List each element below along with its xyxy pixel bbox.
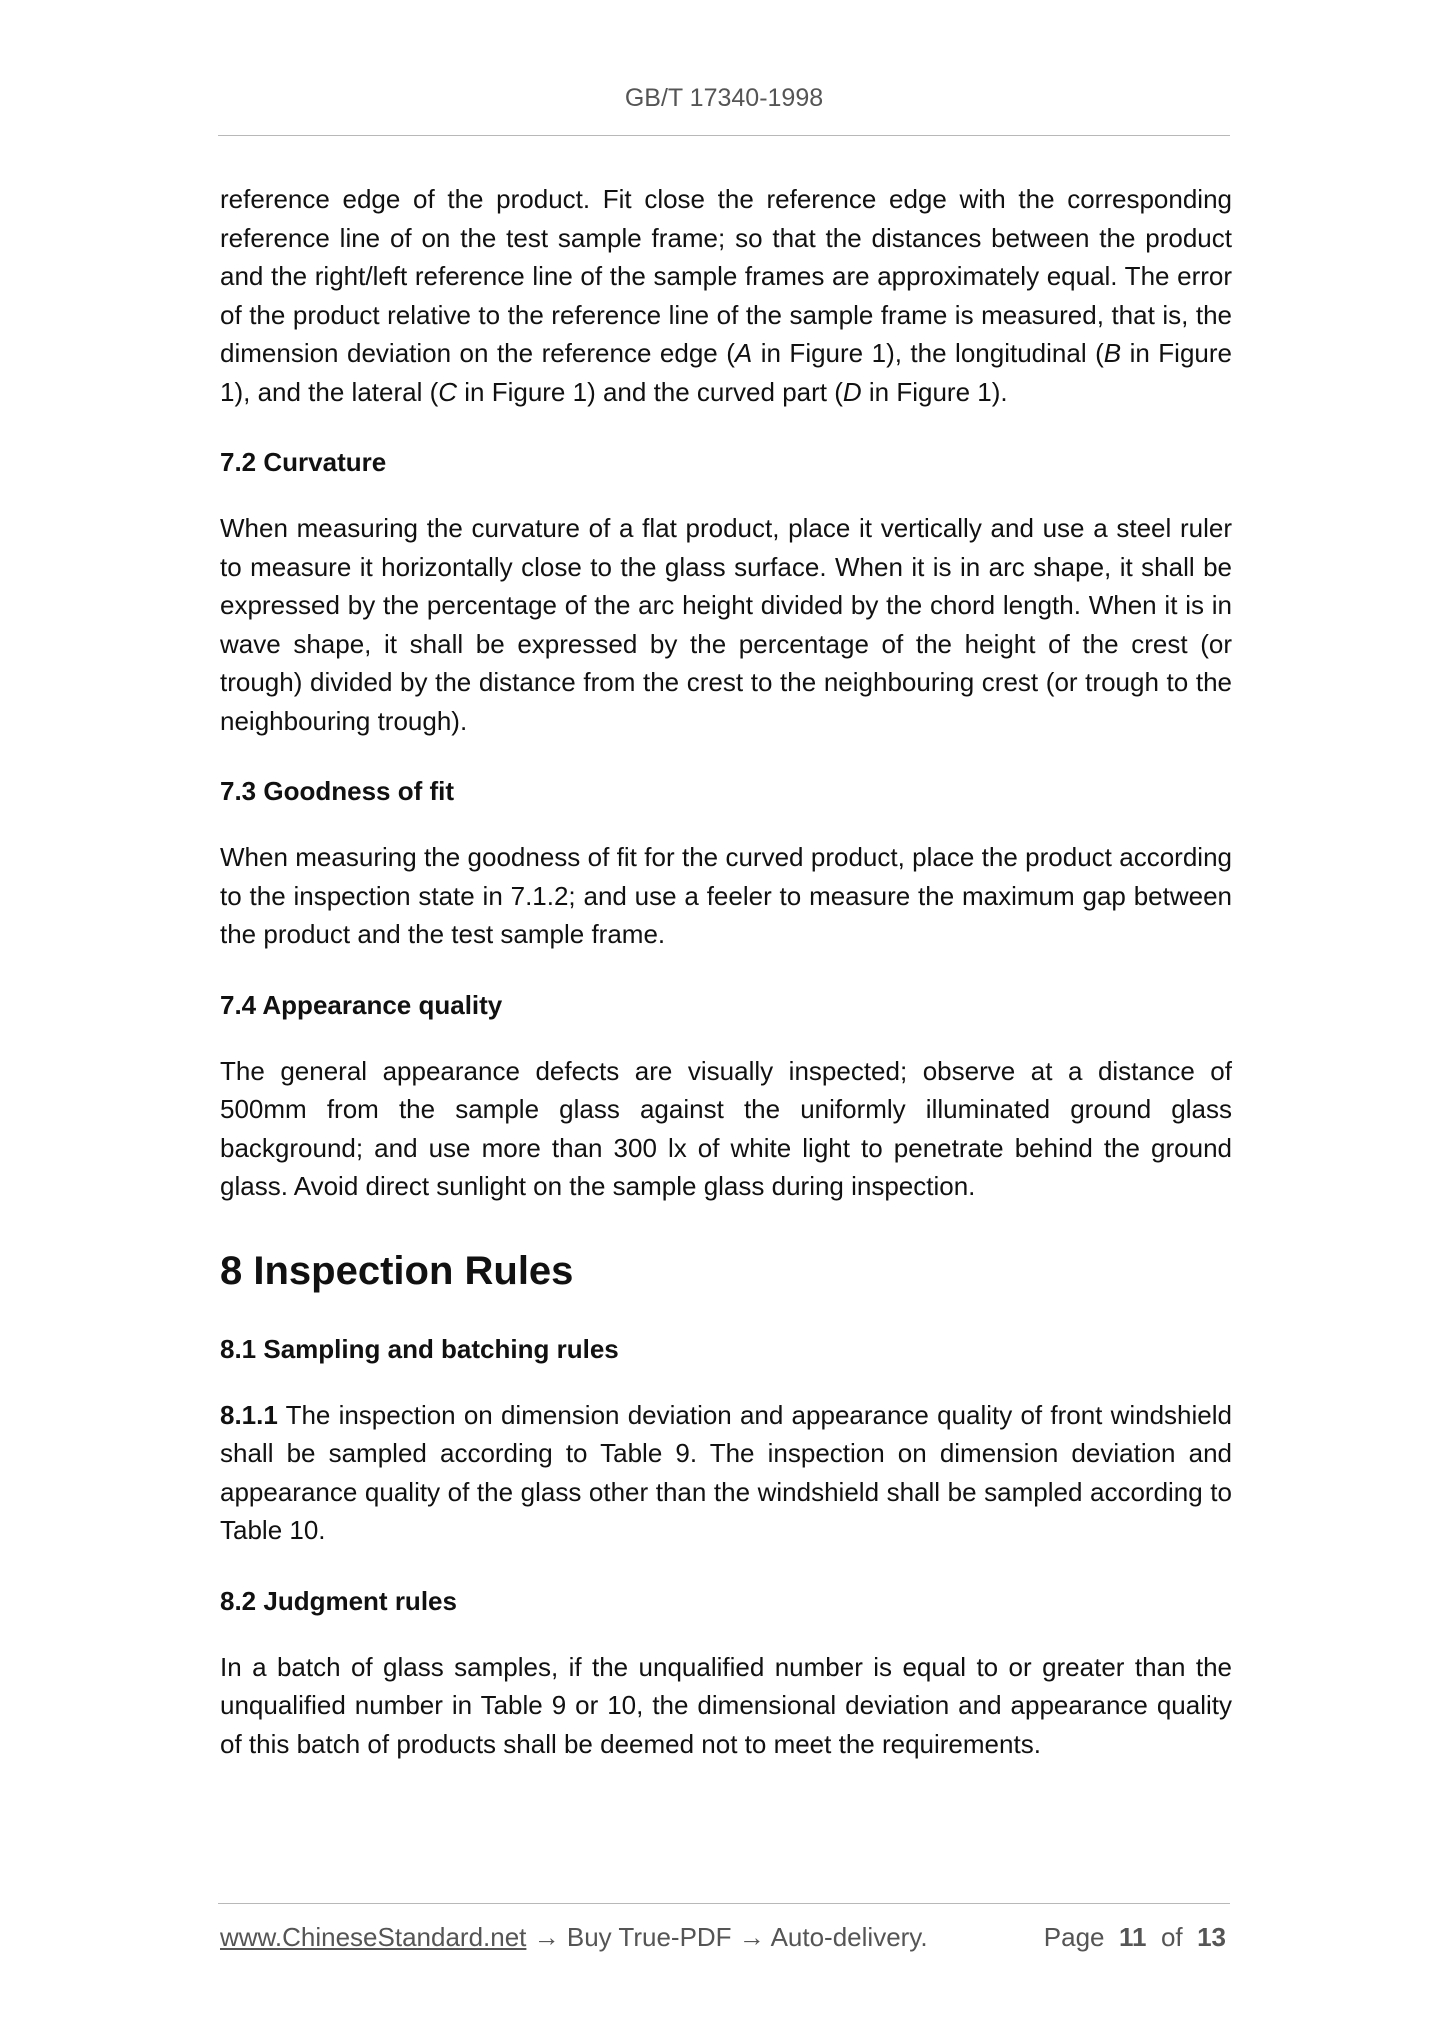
- header-divider: [218, 135, 1230, 136]
- clause-text-8-1-1: The inspection on dimension deviation and appearance quality of front windshield shall be sampled according to Table 9. The inspection on dimension deviation and appearance quality of the glass other than the windshield shall be sampled according to Table 10.: [220, 1399, 1232, 1545]
- page-content: [220, 180, 1232, 1795]
- heading-8: 8 Inspection Rules: [220, 1248, 574, 1293]
- intro-text-4: in Figure 1) and the curved part (: [457, 376, 843, 407]
- page-of-label: of: [1160, 1922, 1183, 1952]
- heading-7-3: 7.3 Goodness of fit: [220, 776, 455, 806]
- figure-ref-d: D: [842, 376, 862, 407]
- clause-number-8-1-1: 8.1.1: [220, 1399, 278, 1430]
- page-footer: [220, 1922, 1232, 1953]
- footer-divider: [218, 1903, 1230, 1904]
- page-label: Page: [1043, 1922, 1105, 1952]
- page-number: [1044, 1922, 1226, 1953]
- page-total: 13: [1197, 1922, 1226, 1952]
- heading-8-1: 8.1 Sampling and batching rules: [220, 1333, 619, 1364]
- paragraph-7-4: The general appearance defects are visually inspected; observe at a distance of 500mm from the sample glass against the uniformly illuminated ground glass background; and use more than 300 lx of white light to penetrate behind the ground glass. Avoid direct sunlight on the sample glass during inspection.: [220, 1055, 1232, 1201]
- figure-ref-c: C: [438, 376, 458, 407]
- page-current: 11: [1118, 1922, 1147, 1952]
- paragraph-8-2: In a batch of glass samples, if the unqualified number is equal to or greater than the unqualified number in Table 9 or 10, the dimensional deviation and appearance quality of this batch of products shall be deemed not to meet the requirements.: [220, 1651, 1232, 1759]
- document-id-header: GB/T 17340-1998: [624, 84, 824, 112]
- paragraph-7-2: When measuring the curvature of a flat product, place it vertically and use a steel ruler to measure it horizontally close to the glass surface. When it is in arc shape, it shall be expressed by the percentage of the arc height divided by the chord length. When it is in wave shape, it shall be expressed by the percentage of the height of the crest (or trough) divided by the distance from the crest to the neighbouring crest (or trough to the neighbouring trough).: [220, 513, 1232, 736]
- heading-7-4: 7.4 Appearance quality: [220, 989, 503, 1020]
- intro-text-5: in Figure 1).: [861, 376, 1008, 407]
- heading-7-2: 7.2 Curvature: [220, 447, 387, 477]
- paragraph-8-1-1: [220, 1396, 1232, 1550]
- footer-tagline: → Buy True-PDF → Auto-delivery.: [526, 1922, 928, 1952]
- heading-8-2: 8.2 Judgment rules: [220, 1585, 457, 1616]
- intro-text-2: in Figure 1), the longitudinal (: [752, 338, 1104, 368]
- intro-text-1: reference edge of the product. Fit close the reference edge with the corresponding reference line of on the test sample frame; so that the distances between the product and the right/left reference line of the sample frames are approximately equal. The error of the product relative to the reference line of the sample frame is measured, that is, the dimension deviation on the reference edge (: [220, 184, 1232, 368]
- intro-paragraph: [220, 180, 1232, 411]
- website-link[interactable]: www.ChineseStandard.net: [220, 1922, 527, 1952]
- intro-text-3: in Figure 1), and the lateral (: [220, 338, 1232, 407]
- figure-ref-a: A: [734, 338, 753, 368]
- paragraph-7-3: When measuring the goodness of fit for the curved product, place the product according to the inspection state in 7.1.2; and use a feeler to measure the maximum gap between the product and the test sample frame.: [220, 842, 1232, 949]
- figure-ref-b: B: [1103, 338, 1122, 368]
